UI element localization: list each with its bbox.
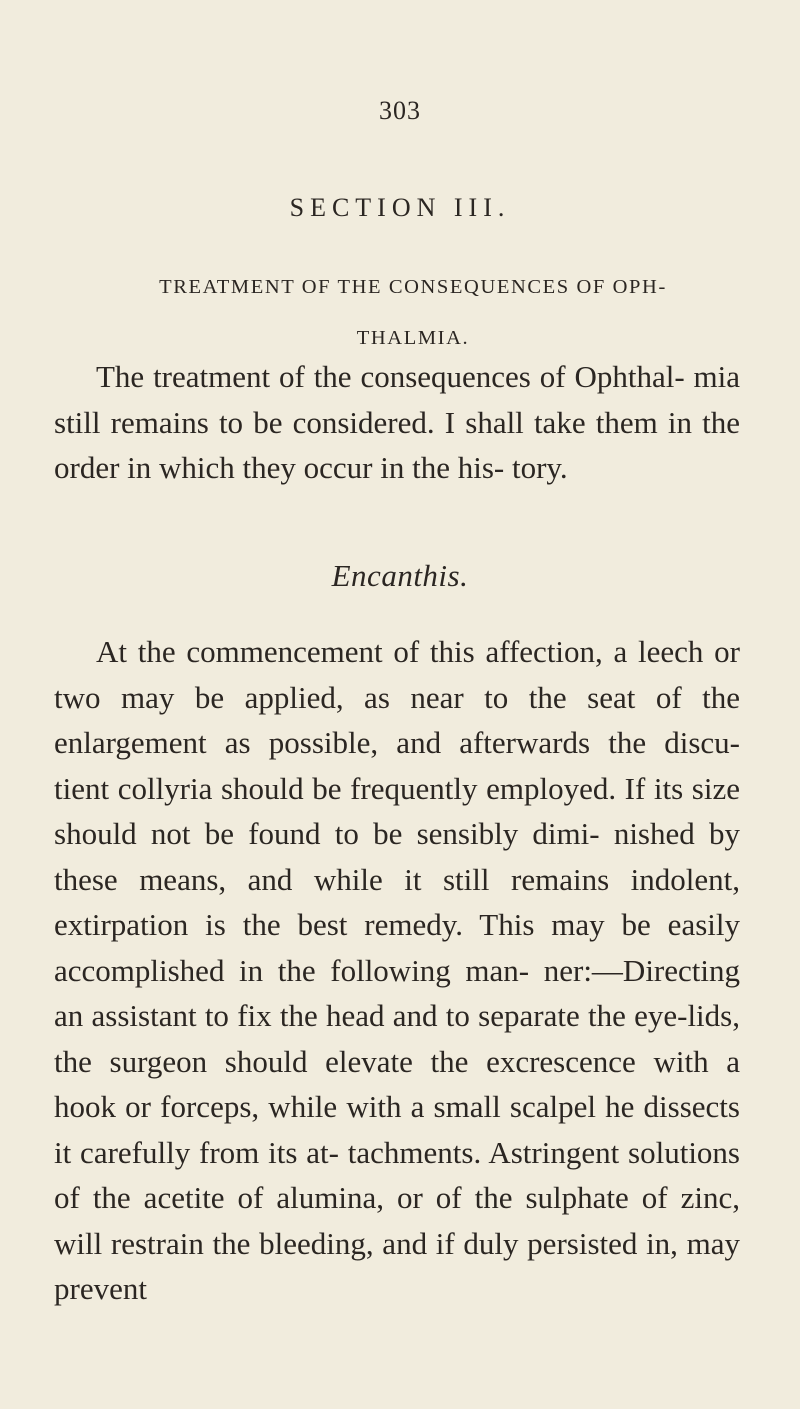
page-number: 303 — [379, 96, 421, 125]
section-heading: SECTION III. — [289, 193, 511, 222]
section-subtitle: TREATMENT OF THE CONSEQUENCES OF OPH- THALMIA. — [159, 276, 667, 349]
body-paragraph: The treatment of the consequences of Ophthal- mia still remains to be considered. I shall take them in the order in which they occur in the his- tory. — [54, 359, 740, 485]
subheading: Encanthis. — [331, 558, 469, 593]
body-paragraph: At the commencement of this affection, a leech or two may be applied, as near to the seat of the enlargement as possible, and afterwards the discu- tient collyria should be frequently employed. If its size should not be found to be sensibly dimi- nished by these means, and while it still remains indolent, extirpation is the best remedy. This may be easily accomplished in the following man- ner:—Directing an assistant to fix the head and to separate the eye-lids, the surgeon should elevate the excrescence with a hook or forceps, while with a small scalpel he dissects it carefully from its at- tachments. Astringent solutions of the acetite of alumina, or of the sulphate of zinc, will restrain the bleeding, and if duly persisted in, may prevent — [54, 634, 740, 1306]
